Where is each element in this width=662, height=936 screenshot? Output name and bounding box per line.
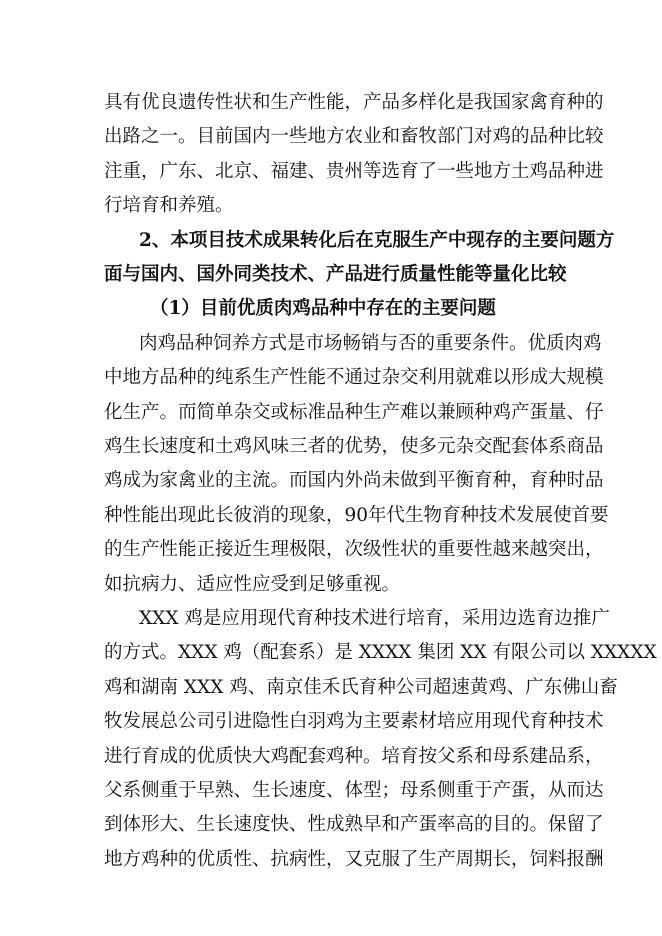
text-line-22: 到体形大、生长速度快、性成熟早和产蛋率高的目的。保留了 bbox=[104, 814, 604, 836]
text-line-14: 的生产性能正接近生理极限，次级性状的重要性越来越突出， bbox=[104, 539, 604, 561]
text-line-1: 具有优良遗传性状和生产性能，产品多样化是我国家禽育种的 bbox=[104, 92, 604, 113]
subsection-heading: （1）目前优质肉鸡品种中存在的主要问题 bbox=[150, 298, 496, 320]
text-line-12: 鸡成为家禽业的主流。而国内外尚未做到平衡育种，育种时品 bbox=[104, 470, 604, 492]
text-line-4: 行培育和养殖。 bbox=[104, 195, 234, 217]
text-line-17: 的方式。XXX 鸡（配套系）是 XXXX 集团 XX 有限公司以 XXXXX bbox=[104, 642, 657, 664]
text-line-8: 肉鸡品种饲养方式是市场畅销与否的重要条件。优质肉鸡 bbox=[139, 332, 602, 354]
text-line-13: 种性能出现此长彼消的现象，90年代生物育种技术发展使首要 bbox=[104, 504, 609, 526]
text-line-21: 父系侧重于早熟、生长速度、体型；母系侧重于产蛋，从而达 bbox=[104, 780, 604, 801]
text-line-9: 中地方品种的纯系生产性能不通过杂交利用就难以形成大规模 bbox=[104, 367, 604, 389]
text-line-2: 出路之一。目前国内一些地方农业和畜牧部门对鸡的品种比较 bbox=[104, 126, 604, 148]
text-line-16: XXX 鸡是应用现代育种技术进行培育，采用边选育边推广 bbox=[139, 608, 610, 629]
text-line-19: 牧发展总公司引进隐性白羽鸡为主要素材培应用现代育种技术 bbox=[104, 711, 604, 733]
text-line-11: 鸡生长速度和土鸡风味三者的优势，使多元杂交配套体系商品 bbox=[104, 436, 604, 457]
text-line-10: 化生产。而简单杂交或标准品种生产难以兼顾种鸡产蛋量、仔 bbox=[104, 401, 604, 423]
text-line-18: 鸡和湖南 XXX 鸡、南京佳禾氏育种公司超速黄鸡、广东佛山畜 bbox=[104, 676, 618, 698]
text-line-23: 地方鸡种的优质性、抗病性，又克服了生产周期长，饲料报酬 bbox=[104, 848, 604, 870]
section-heading-line-1: 2、本项目技术成果转化后在克服生产中现存的主要问题方 bbox=[139, 229, 615, 251]
text-line-20: 进行育成的优质快大鸡配套鸡种。培育按父系和母系建品系， bbox=[104, 745, 604, 767]
section-heading-line-2: 面与国内、国外同类技术、产品进行质量性能等量化比较 bbox=[104, 264, 567, 285]
text-line-3: 注重，广东、北京、福建、贵州等选育了一些地方土鸡品种进 bbox=[104, 160, 604, 182]
text-line-15: 如抗病力、适应性应受到足够重视。 bbox=[104, 573, 401, 595]
